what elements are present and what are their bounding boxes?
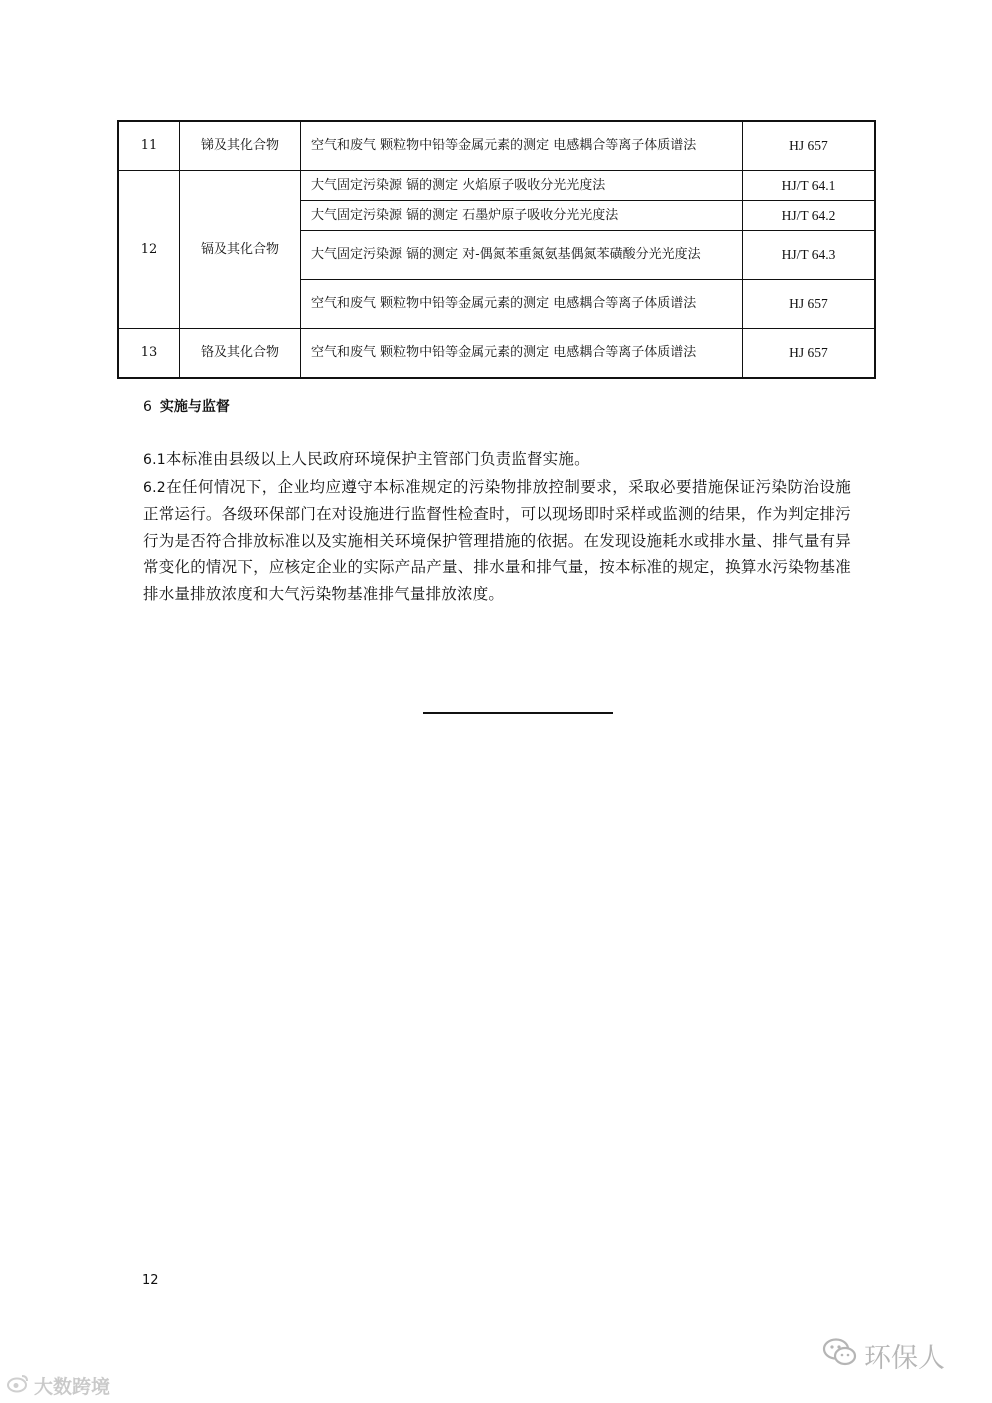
method-name: 大气固定污染源 镉的测定 火焰原子吸收分光光度法: [301, 171, 743, 201]
standard-code: HJ 657: [743, 329, 876, 379]
section-body: [143, 446, 851, 607]
paragraph-number: 6.1: [143, 452, 166, 468]
method-name: 大气固定污染源 镉的测定 对-偶氮苯重氮氨基偶氮苯磺酸分光光度法: [301, 231, 743, 280]
paragraph: [143, 446, 851, 474]
method-name: 空气和废气 颗粒物中铅等金属元素的测定 电感耦合等离子体质谱法: [301, 121, 743, 171]
pollutant-name: 铬及其化合物: [180, 329, 301, 379]
table-row: [118, 171, 875, 201]
section-heading: [143, 396, 230, 416]
paragraph: [143, 474, 851, 608]
watermark-left-text: 大数跨境: [34, 1376, 111, 1398]
paragraph-number: 6.2: [143, 479, 166, 496]
pollutant-name: 镉及其化合物: [180, 171, 301, 329]
pollutant-name: 锑及其化合物: [180, 121, 301, 171]
watermark-right: [822, 1336, 945, 1375]
standard-code: HJ/T 64.1: [743, 171, 876, 201]
method-name: 空气和废气 颗粒物中铅等金属元素的测定 电感耦合等离子体质谱法: [301, 280, 743, 329]
section-title: 实施与监督: [159, 399, 230, 415]
watermark-left: [6, 1372, 110, 1399]
end-of-document-rule: [423, 712, 613, 714]
standard-code: HJ/T 64.2: [743, 201, 876, 231]
standard-code: HJ 657: [743, 280, 876, 329]
table-row: [118, 329, 875, 379]
method-name: 空气和废气 颗粒物中铅等金属元素的测定 电感耦合等离子体质谱法: [301, 329, 743, 379]
row-number: 12: [118, 171, 180, 329]
test-methods-table: [117, 120, 876, 379]
paragraph-text: 在任何情况下，企业均应遵守本标准规定的污染物排放控制要求，采取必要措施保证污染防治设施正常运行。各级环保部门在对设施进行监督性检查时，可以现场即时采样或监测的结果，作为判定排污行为是否符合排放标准以及实施相关环境保护管理措施的依据。在发现设施耗水或排水量、排气量有异常变化的情况下，应核定企业的实际产品产量、排水量和排气量，按本标准的规定，换算水污染物基准排水量排放浓度和大气污染物基准排气量排放浓度。: [143, 477, 851, 603]
table-row: [118, 121, 875, 171]
row-number: 13: [118, 329, 180, 379]
weibo-icon: [6, 1373, 34, 1398]
section-number: 6: [143, 399, 152, 415]
paragraph-text: 本标准由县级以上人民政府环境保护主管部门负责监督实施。: [165, 450, 590, 468]
row-number: 11: [118, 121, 180, 171]
method-name: 大气固定污染源 镉的测定 石墨炉原子吸收分光光度法: [301, 201, 743, 231]
standard-code: HJ/T 64.3: [743, 231, 876, 280]
watermark-right-text: 环保人: [864, 1343, 945, 1374]
wechat-icon: [822, 1337, 864, 1374]
page-number: 12: [142, 1273, 159, 1288]
standard-code: HJ 657: [743, 121, 876, 171]
